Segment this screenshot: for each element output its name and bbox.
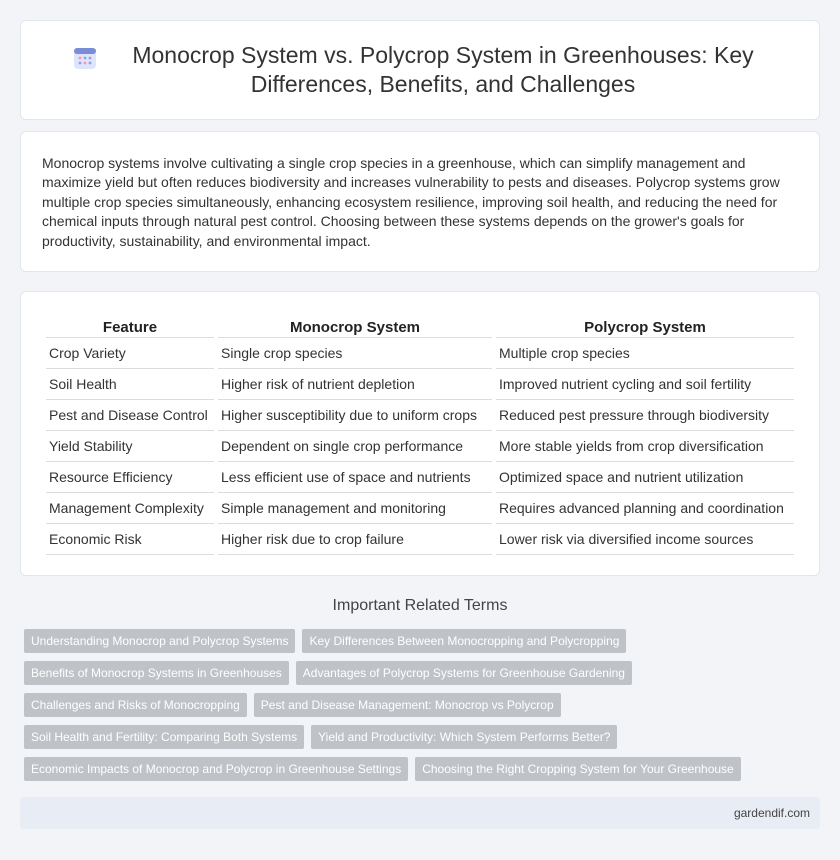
related-terms-row <box>24 725 624 749</box>
column-header-polycrop: Polycrop System <box>496 316 794 338</box>
related-term-link[interactable]: Benefits of Monocrop Systems in Greenhouses <box>24 661 289 685</box>
related-term-link[interactable]: Understanding Monocrop and Polycrop Systems <box>24 629 295 653</box>
table-cell: Higher risk due to crop failure <box>218 524 492 555</box>
related-terms-row <box>24 693 568 717</box>
table-cell: Resource Efficiency <box>46 462 214 493</box>
table-cell: Simple management and monitoring <box>218 493 492 524</box>
related-term-link[interactable]: Key Differences Between Monocropping and Polycropping <box>302 629 626 653</box>
table-row <box>46 400 794 431</box>
intro-paragraph: Monocrop systems involve cultivating a single crop species in a greenhouse, which can simplify management and maximize yield but often reduces biodiversity and increases vulnerability to pests and diseases. Polycrop systems grow multiple crop species simultaneously, enhancing ecosystem resilience, improving soil health, and reducing the need for chemical inputs through natural pest control. Choosing between these systems depends on the grower's goals for productivity, sustainability, and environmental impact. <box>42 155 780 249</box>
table-header-row <box>46 316 794 338</box>
table-cell: Multiple crop species <box>496 338 794 369</box>
table-cell: Higher risk of nutrient depletion <box>218 369 492 400</box>
table-cell: Dependent on single crop performance <box>218 431 492 462</box>
table-row <box>46 431 794 462</box>
table-cell: Management Complexity <box>46 493 214 524</box>
related-term-link[interactable]: Economic Impacts of Monocrop and Polycrop in Greenhouse Settings <box>24 757 408 781</box>
related-term-link[interactable]: Challenges and Risks of Monocropping <box>24 693 247 717</box>
related-terms-row <box>24 757 748 781</box>
related-terms-row <box>24 661 639 685</box>
related-term-link[interactable]: Advantages of Polycrop Systems for Greenhouse Gardening <box>296 661 632 685</box>
column-header-feature: Feature <box>46 316 214 338</box>
comparison-table-card <box>20 291 820 576</box>
footer-site-link[interactable]: gardendif.com <box>733 806 810 820</box>
header-card <box>20 20 820 120</box>
table-cell: Reduced pest pressure through biodiversity <box>496 400 794 431</box>
table-cell: Lower risk via diversified income sources <box>496 524 794 555</box>
table-cell: Less efficient use of space and nutrients <box>218 462 492 493</box>
related-term-link[interactable]: Pest and Disease Management: Monocrop vs Polycrop <box>254 693 561 717</box>
table-cell: Crop Variety <box>46 338 214 369</box>
table-cell: Soil Health <box>46 369 214 400</box>
table-cell: Improved nutrient cycling and soil fertility <box>496 369 794 400</box>
table-cell: Pest and Disease Control <box>46 400 214 431</box>
table-row <box>46 369 794 400</box>
table-cell: More stable yields from crop diversification <box>496 431 794 462</box>
table-row <box>46 493 794 524</box>
related-term-link[interactable]: Soil Health and Fertility: Comparing Both Systems <box>24 725 304 749</box>
table-row <box>46 462 794 493</box>
table-cell: Higher susceptibility due to uniform crops <box>218 400 492 431</box>
page-title: Monocrop System vs. Polycrop System in Greenhouses: Key Differences, Benefits, and Challenges <box>132 42 754 97</box>
table-row <box>46 338 794 369</box>
intro-card <box>20 131 820 272</box>
table-cell: Requires advanced planning and coordination <box>496 493 794 524</box>
comparison-table <box>42 316 798 555</box>
table-cell: Yield Stability <box>46 431 214 462</box>
table-cell: Economic Risk <box>46 524 214 555</box>
table-cell: Optimized space and nutrient utilization <box>496 462 794 493</box>
footer <box>20 797 820 829</box>
related-terms-title: Important Related Terms <box>332 597 508 614</box>
related-term-link[interactable]: Yield and Productivity: Which System Performs Better? <box>311 725 617 749</box>
table-cell: Single crop species <box>218 338 492 369</box>
table-row <box>46 524 794 555</box>
related-term-link[interactable]: Choosing the Right Cropping System for Your Greenhouse <box>415 757 741 781</box>
calendar-icon <box>72 45 98 71</box>
related-terms-row <box>24 629 633 653</box>
column-header-monocrop: Monocrop System <box>218 316 492 338</box>
